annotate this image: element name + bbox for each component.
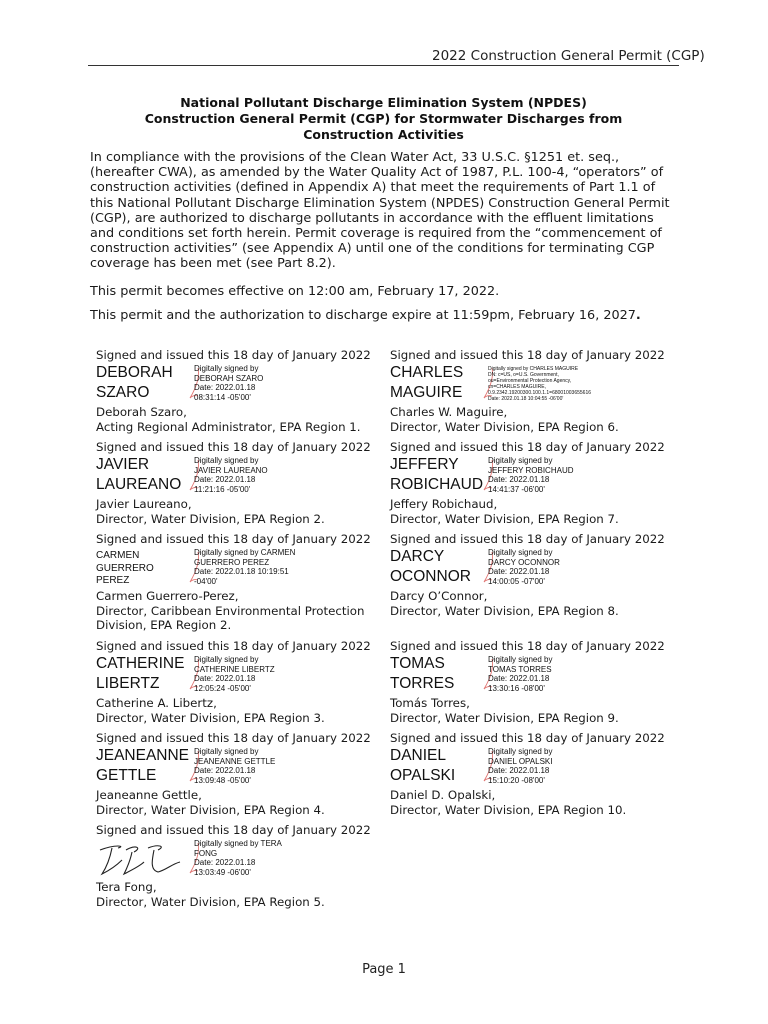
signer-details: [390, 696, 619, 725]
stamp-line: 13:09:48 -05'00': [194, 775, 251, 785]
digital-signature-stamp: [194, 747, 275, 785]
signer-line: Catherine A. Libertz,: [96, 696, 217, 710]
signature-name-line: PEREZ: [96, 575, 130, 586]
signature-block-gettle: [96, 731, 391, 821]
signer-line: Director, Water Division, EPA Region 2.: [96, 511, 325, 526]
stamp-line: Digitally signed by: [488, 747, 553, 756]
stamp-line: Digitally signed by: [488, 548, 553, 557]
stamp-line: Date: 2022.01.18: [194, 674, 256, 683]
signature-name-line: LAUREANO: [96, 476, 182, 493]
stamp-line: 14:41:37 -06'00': [488, 484, 545, 494]
signed-issued-line: Signed and issued this 18 day of January 2022: [390, 731, 665, 745]
signer-line: Tera Fong,: [96, 880, 157, 894]
stamp-line: DEBORAH SZARO: [194, 373, 264, 383]
stamp-line: Date: 2022.01.18: [488, 475, 550, 484]
stamp-line: Date: 2022.01.18: [488, 674, 550, 683]
signature-block-torres: [390, 639, 685, 729]
signer-line: Division, EPA Region 2.: [96, 618, 232, 632]
stamp-line: DANIEL OPALSKI: [488, 756, 553, 766]
stamp-line: JAVIER LAUREANO: [194, 465, 268, 475]
signer-details: [96, 788, 325, 817]
stamp-line: JEANEANNE GETTLE: [194, 756, 276, 766]
stamp-line: Digitally signed by TERA: [194, 839, 282, 848]
signer-line: Director, Water Division, EPA Region 5.: [96, 894, 325, 909]
signer-line: Jeaneanne Gettle,: [96, 788, 202, 802]
signer-details: [390, 405, 619, 434]
signer-details: [96, 405, 361, 434]
signature-name: [390, 654, 454, 694]
et-seq: et. seq.: [567, 150, 616, 165]
title-line-2: Construction General Permit (CGP) for Stormwater Discharges from: [144, 111, 623, 126]
signer-details: [390, 589, 619, 618]
digital-signature-stamp: [488, 456, 574, 494]
signature-name: [96, 550, 154, 588]
signer-line: Director, Water Division, EPA Region 8.: [390, 603, 619, 618]
signer-details: [96, 880, 325, 909]
stamp-line: Digitally signed by: [194, 364, 259, 373]
signed-issued-line: Signed and issued this 18 day of January 2022: [96, 532, 371, 546]
digital-signature-stamp: [194, 456, 268, 494]
title-line-3: Construction Activities: [303, 127, 464, 142]
page-header: 2022 Construction General Permit (CGP): [432, 48, 705, 64]
signer-line: Director, Water Division, EPA Region 7.: [390, 511, 619, 526]
signer-line: Javier Laureano,: [96, 497, 192, 511]
stamp-line: Digitally signed by: [488, 655, 553, 664]
signature-name-line: ROBICHAUD: [390, 476, 484, 493]
signer-details: [390, 497, 619, 526]
signer-line: Darcy O’Connor,: [390, 589, 488, 603]
digital-signature-stamp: [488, 366, 591, 402]
signature-name-line: OCONNOR: [390, 568, 471, 585]
signer-line: Director, Water Division, EPA Region 9.: [390, 710, 619, 725]
signature-name: [96, 746, 189, 786]
signed-issued-line: Signed and issued this 18 day of January 2022: [96, 639, 371, 653]
header-rule: [88, 65, 679, 66]
signature-name: [390, 547, 471, 587]
compliance-text-a: In compliance with the provisions of the Clean Water Act, 33 U.S.C. §1251: [90, 150, 568, 165]
digital-signature-stamp: [194, 548, 295, 586]
compliance-paragraph: [90, 150, 680, 272]
signer-line: Charles W. Maguire,: [390, 405, 508, 419]
stamp-line: Digitally signed by: [194, 655, 259, 664]
signature-name-line: LIBERTZ: [96, 675, 160, 692]
signature-block-laureano: [96, 440, 391, 530]
stamp-line: -04'00': [194, 576, 218, 586]
stamp-line: 13:03:49 -06'00': [194, 867, 251, 877]
signature-name: [390, 363, 463, 403]
signature-name-line: CATHERINE: [96, 655, 185, 672]
stamp-line: Date: 2022.01.18: [194, 858, 256, 867]
stamp-line: DN: c=US, o=U.S. Government,: [488, 372, 559, 378]
signed-issued-line: Signed and issued this 18 day of January 2022: [96, 731, 371, 745]
signer-line: Director, Water Division, EPA Region 10.: [390, 802, 627, 817]
signature-name-line: JEANEANNE: [96, 747, 190, 764]
document-title: [88, 95, 679, 143]
signature-block-opalski: [390, 731, 685, 821]
signature-name-line: DANIEL: [390, 747, 446, 764]
signed-issued-line: Signed and issued this 18 day of January 2022: [390, 348, 665, 362]
digital-signature-stamp: [488, 655, 552, 693]
signature-name-line: MAGUIRE: [390, 384, 463, 401]
stamp-line: Digitally signed by: [194, 747, 259, 756]
signature-name-line: CARMEN: [96, 550, 140, 561]
signature-block-guerrero-perez: [96, 532, 391, 632]
signature-name-line: TORRES: [390, 675, 455, 692]
stamp-line: 11:21:16 -05'00': [194, 484, 251, 494]
stamp-line: Date: 2022.01.18: [194, 766, 256, 775]
signer-line: Tomás Torres,: [390, 696, 470, 710]
signature-block-maguire: [390, 348, 685, 438]
signer-line: Director, Water Division, EPA Region 4.: [96, 802, 325, 817]
signature-name: [390, 455, 483, 495]
signer-line: Carmen Guerrero-Perez,: [96, 589, 239, 603]
signed-issued-line: Signed and issued this 18 day of January 2022: [96, 348, 371, 362]
handwritten-signature-icon: [96, 840, 186, 880]
signature-name-line: GUERRERO: [96, 562, 154, 574]
stamp-line: 13:30:16 -08'00': [488, 683, 545, 693]
signed-issued-line: Signed and issued this 18 day of January 2022: [390, 532, 665, 546]
signature-name-line: JEFFERY: [390, 456, 459, 473]
signature-name-line: SZARO: [96, 384, 150, 401]
signature-block-szaro: [96, 348, 391, 438]
signature-name: [96, 654, 184, 694]
signature-name-line: JAVIER: [96, 456, 150, 473]
stamp-line: 15:10:20 -08'00': [488, 775, 545, 785]
signature-name-line: DEBORAH: [96, 364, 173, 381]
signature-name: [390, 746, 455, 786]
stamp-line: Digitally signed by: [488, 456, 553, 465]
stamp-line: ou=Environmental Protection Agency,: [488, 378, 572, 384]
stamp-line: 0.9.2342.19200300.100.1.1=68001003655616: [488, 390, 592, 396]
stamp-line: Digitally signed by CHARLES MAGUIRE: [488, 366, 579, 372]
signature-block-robichaud: [390, 440, 685, 530]
signed-issued-line: Signed and issued this 18 day of January 2022: [390, 639, 665, 653]
signer-details: [390, 788, 626, 817]
signer-line: Director, Water Division, EPA Region 6.: [390, 419, 619, 434]
signature-name-line: OPALSKI: [390, 767, 456, 784]
stamp-line: TOMAS TORRES: [488, 664, 552, 674]
page-number: Page 1: [362, 962, 406, 977]
signature-name-line: DARCY: [390, 548, 445, 565]
stamp-line: CATHERINE LIBERTZ: [194, 664, 275, 674]
compliance-text-b: , (hereafter CWA), as amended by the Water Quality Act of 1987, P.L. 100-4, “operators” of construction activities (defined in Appendix A) that meet the requirements of Part 1.1 of this National Pollutant Discharge Elimination System (NPDES) Construction General Permit (CGP), are authorized to discharge pollutants in accordance with the effluent limitations and conditions set forth herein. Permit coverage is required from the “commencement of construction activities” (see Appendix A) until one of the conditions for terminating CGP coverage has been met (see Part 8.2).: [90, 150, 670, 272]
digital-signature-stamp: [488, 747, 552, 785]
stamp-line: Date: 2022.01.18 10:19:51: [194, 567, 289, 576]
stamp-line: JEFFERY ROBICHAUD: [488, 465, 574, 475]
stamp-line: Digitally signed by: [194, 456, 259, 465]
signature-name-line: GETTLE: [96, 767, 157, 784]
stamp-line: Digitally signed by CARMEN: [194, 548, 296, 557]
digital-signature-stamp: [194, 364, 263, 402]
signer-line: Daniel D. Opalski,: [390, 788, 496, 802]
expiration-period: .: [635, 308, 641, 323]
signature-name: [96, 363, 173, 403]
effective-date-paragraph: This permit becomes effective on 12:00 am, February 17, 2022.: [90, 284, 500, 299]
digital-signature-stamp: [194, 655, 275, 693]
expiration-text: This permit and the authorization to discharge expire at 11:59pm, February 16, 2027: [90, 308, 636, 323]
signature-name-line: TOMAS: [390, 655, 445, 672]
signer-details: [96, 589, 364, 633]
digital-signature-stamp: [194, 839, 282, 877]
signer-line: Jeffery Robichaud,: [390, 497, 498, 511]
signer-line: Director, Water Division, EPA Region 3.: [96, 710, 325, 725]
stamp-line: cn=CHARLES MAGUIRE,: [488, 384, 546, 390]
stamp-line: Date: 2022.01.18 10:04:55 -06'00': [488, 396, 564, 402]
digital-signature-stamp: [488, 548, 560, 586]
title-line-1: National Pollutant Discharge Elimination System (NPDES): [180, 95, 587, 110]
signature-name-line: CHARLES: [390, 364, 464, 381]
stamp-line: 08:31:14 -05'00': [194, 392, 251, 402]
signature-block-fong: [96, 823, 391, 913]
signer-details: [96, 497, 325, 526]
signed-issued-line: Signed and issued this 18 day of January 2022: [96, 440, 371, 454]
signed-issued-line: Signed and issued this 18 day of January 2022: [96, 823, 371, 837]
signer-line: Director, Caribbean Environmental Protection: [96, 603, 365, 618]
signature-name: [96, 455, 181, 495]
signer-details: [96, 696, 325, 725]
stamp-line: Date: 2022.01.18: [488, 567, 550, 576]
stamp-line: Date: 2022.01.18: [194, 383, 256, 392]
signed-issued-line: Signed and issued this 18 day of January 2022: [390, 440, 665, 454]
expiration-paragraph: [90, 308, 680, 323]
stamp-line: 14:00:05 -07'00': [488, 576, 545, 586]
stamp-line: 12:05:24 -05'00': [194, 683, 251, 693]
stamp-line: Date: 2022.01.18: [194, 475, 256, 484]
stamp-line: GUERRERO PEREZ: [194, 557, 270, 567]
signature-block-libertz: [96, 639, 391, 729]
stamp-line: Date: 2022.01.18: [488, 766, 550, 775]
stamp-line: FONG: [194, 848, 218, 858]
signer-line: Deborah Szaro,: [96, 405, 187, 419]
signer-line: Acting Regional Administrator, EPA Region 1.: [96, 419, 361, 434]
stamp-line: DARCY OCONNOR: [488, 557, 560, 567]
signature-block-oconnor: [390, 532, 685, 622]
